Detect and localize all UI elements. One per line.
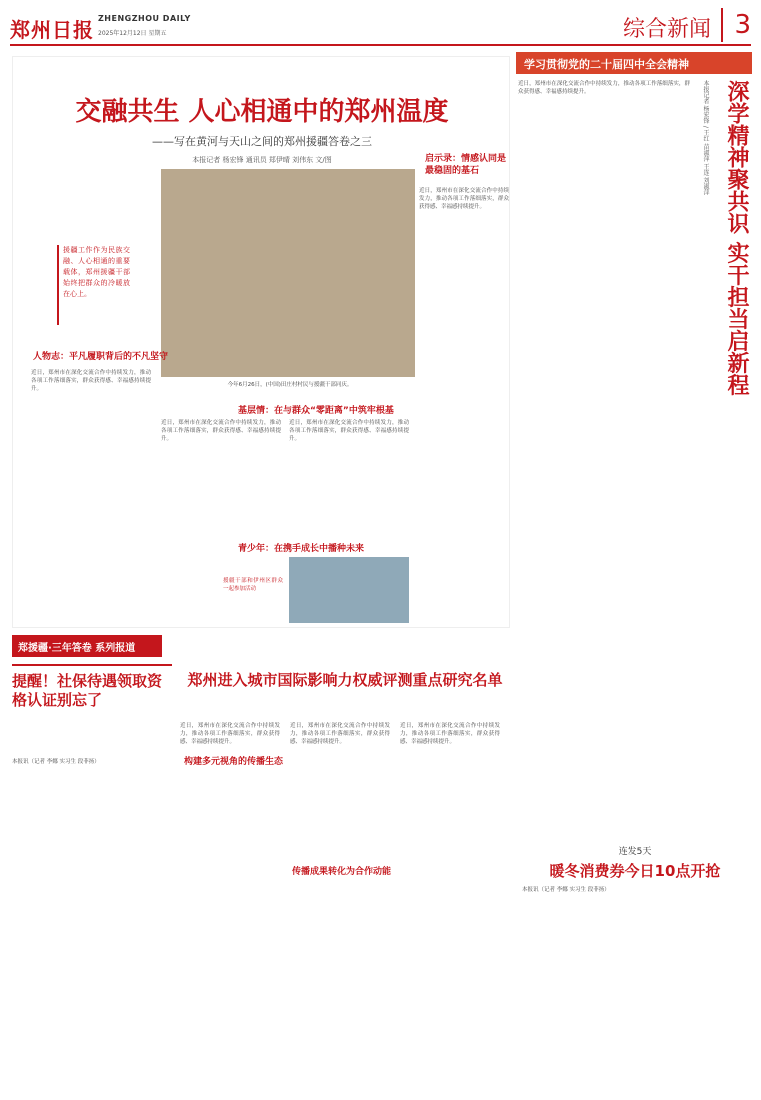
section-title: 综合新闻 [622, 17, 711, 42]
notice-title: 提醒！社保待遇领取资格认证别忘了 [12, 672, 163, 709]
column-4: 近日，郑州市在深化交流合作中持续发力，推动各项工作落细落实，群众获得感、幸福感持续提升。 [419, 188, 509, 210]
subhead-cooperation: 传播成果转化为合作动能 [292, 867, 392, 877]
notice-article [12, 664, 172, 1094]
lead-intro: 援疆工作作为民族交融、人心相通的重要载体，郑州援疆干部始终把群众的冷暖放在心上。 [57, 245, 130, 325]
notice-body: 本报讯（记者 李娜 实习生 段菲扬） [12, 759, 100, 765]
lead-photo [161, 169, 415, 377]
daily-label: ZHENGZHOU DAILY [98, 14, 191, 23]
subhead-youth: 青少年：在携手成长中播种未来 [238, 544, 365, 554]
lead-title: 交融共生 人心相通中的郑州温度 [75, 97, 449, 127]
subhead-grassroots: 基层情：在与群众“零距离”中筑牢根基 [238, 406, 394, 416]
column-1: 近日，郑州市在深化交流合作中持续发力，推动各项工作落细落实，群众获得感、幸福感持续提升。 [31, 370, 151, 392]
subhead-revelation: 启示录：情感认同是最稳固的基石 [425, 154, 507, 176]
right-byline: 本报记者 杨宏锋 / 王红 苗淑萍 王连 刘淑萍 [702, 80, 709, 196]
mid-col-2: 近日，郑州市在深化交流合作中持续发力，推动各项工作落细落实，群众获得感、幸福感持续提升。 [290, 723, 390, 745]
right-title: 深学精神聚共识 实干担当启新程 [724, 80, 749, 396]
photo-caption-2: 援疆干部和伊州区群众一起参加活动 [223, 578, 283, 592]
lead-article [12, 56, 510, 628]
voucher-kicker: 连发5天 [618, 847, 652, 857]
lead-byline: 本报记者 杨宏锋 通讯员 郑伊晴 刘伟东 文/图 [192, 156, 332, 164]
photo-caption-1: 今年6月26日，(中国)田庄村村民与援疆干部同庆。 [227, 382, 353, 388]
series-badge: 郑援疆·三年答卷 系列报道 [12, 635, 162, 657]
column-3: 近日，郑州市在深化交流合作中持续发力，推动各项工作落细落实，群众获得感、幸福感持续提升。 [289, 420, 409, 442]
lead-subtitle: ——写在黄河与天山之间的郑州援疆答卷之三 [152, 135, 372, 148]
dateline: 2025年12月12日 星期五 [98, 30, 167, 37]
column-2: 近日，郑州市在深化交流合作中持续发力，推动各项工作落细落实，群众获得感、幸福感持续提升。 [161, 420, 281, 442]
right-body: 近日，郑州市在深化交流合作中持续发力，推动各项工作落细落实，群众获得感、幸福感持续提升。 [518, 81, 690, 95]
logo: 郑州日报 [10, 18, 94, 42]
masthead [10, 8, 751, 46]
international-article [180, 664, 510, 1094]
subhead-person: 人物志：平凡履职背后的不凡坚守 [33, 352, 169, 362]
voucher-article [518, 830, 752, 1094]
subhead-ecosystem: 构建多元视角的传播生态 [184, 757, 284, 767]
lead-photo-2 [289, 557, 409, 623]
page-number: 3 [721, 8, 751, 42]
voucher-title: 暖冬消费券今日10点开抢 [549, 862, 721, 880]
voucher-body: 本报讯（记者 李娜 实习生 段菲扬） [522, 887, 610, 893]
right-banner: 学习贯彻党的二十届四中全会精神 [516, 52, 752, 74]
mid-col-3: 近日，郑州市在深化交流合作中持续发力，推动各项工作落细落实，群众获得感、幸福感持续提升。 [400, 723, 500, 745]
international-title: 郑州进入城市国际影响力权威评测重点研究名单 [187, 671, 503, 689]
mid-col-1: 近日，郑州市在深化交流合作中持续发力，推动各项工作落细落实，群众获得感、幸福感持续提升。 [180, 723, 280, 745]
